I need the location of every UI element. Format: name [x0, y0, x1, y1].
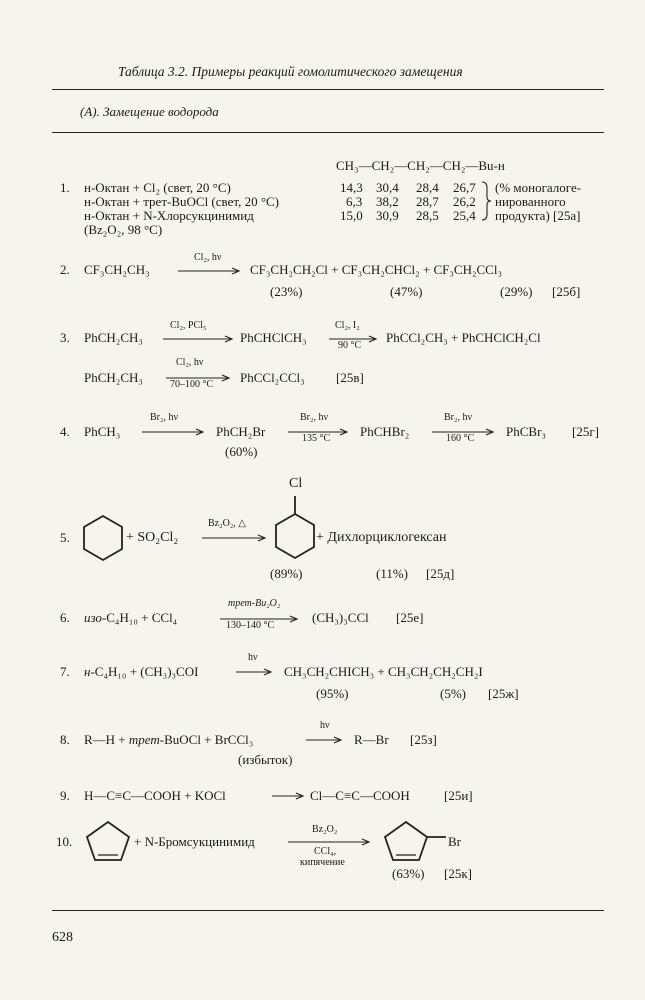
r7-products: CH₃CH₂CHICH₃ + CH₃CH₂CH₂CH₂I — [284, 664, 483, 679]
r7-arrow-top: hν — [248, 652, 258, 663]
r1-value: 28,5 — [416, 208, 439, 223]
bromocyclopentene-ring-icon — [382, 820, 450, 862]
bottom-rule — [52, 910, 604, 911]
arrow-icon — [142, 428, 206, 436]
r10-ref: [25к] — [444, 866, 472, 881]
r2-reactant: CF₃CH₂CH₃ — [84, 262, 150, 277]
r5-ref: [25д] — [426, 566, 455, 581]
r7-yield: (95%) — [316, 686, 349, 701]
r1-value: 14,3 — [340, 180, 363, 195]
r2-yield: (29%) — [500, 284, 533, 299]
top-rule — [52, 89, 604, 90]
r10-number: 10. — [56, 834, 73, 849]
r1-line-4: (Bz₂O₂, 98 °C) — [84, 222, 163, 237]
section-a-heading: (А). Замещение водорода — [80, 104, 219, 119]
r1-line-3: н-Октан + N-Хлорсукцинимид — [84, 208, 254, 223]
r1-value: 28,4 — [416, 180, 439, 195]
r9-product: Cl—C≡C—COOH — [310, 788, 410, 803]
r6-arrow-bottom: 130–140 °C — [226, 620, 275, 631]
r1-note-line: продукта) [25а] — [495, 208, 581, 223]
r8-reactant-2: -BuOCl + BrCCl₃ — [159, 732, 254, 747]
r5-plus-product: + Дихлорциклогексан — [316, 530, 447, 545]
r6-prefix: изо — [84, 610, 102, 625]
r3-reactant: PhCH₂CH₃ — [84, 330, 143, 345]
r4-product-3: PhCBr₃ — [506, 424, 546, 439]
r2-products: CF₃CH₂CH₂Cl + CF₃CH₂CHCl₂ + CF₃CH₂CCl₃ — [250, 262, 502, 277]
cyclohexane-ring-icon — [82, 514, 126, 562]
r1-value: 30,4 — [376, 180, 399, 195]
arrow-icon — [163, 335, 235, 343]
r5-arrow-top: Bz₂O₂, △ — [208, 518, 246, 529]
r7-ref: [25ж] — [488, 686, 519, 701]
r1-value: 15,0 — [340, 208, 363, 223]
r1-number: 1. — [60, 180, 70, 195]
r1-value: 26,2 — [453, 194, 476, 209]
r6-number: 6. — [60, 610, 70, 625]
arrow-icon — [306, 736, 344, 744]
r2-number: 2. — [60, 262, 70, 277]
r1-value: 6,3 — [346, 194, 363, 209]
r7-number: 7. — [60, 664, 70, 679]
r8-number: 8. — [60, 732, 70, 747]
r3-ref: [25в] — [336, 370, 364, 385]
r7-yield: (5%) — [440, 686, 466, 701]
r4-reactant: PhCH₃ — [84, 424, 121, 439]
r2-yield: (23%) — [270, 284, 303, 299]
r8-product: R—Br — [354, 732, 389, 747]
r7-prefix: н — [84, 664, 91, 679]
r2-ref: [25б] — [552, 284, 581, 299]
r3-arrow2-top: Cl₂, I₂ — [335, 320, 360, 331]
r3-arrow3-top: Cl₂, hν — [176, 357, 204, 368]
r4-arrow3-top: Br₂, hν — [444, 412, 473, 423]
r6-reactants — [84, 610, 177, 626]
r1-line-1: н-Октан + Cl₂ (свет, 20 °C) — [84, 180, 231, 195]
arrow-icon — [202, 534, 268, 542]
r5-cl-label: Cl — [289, 476, 303, 491]
r6-product: (CH₃)₃CCl — [312, 610, 369, 625]
r3-number: 3. — [60, 330, 70, 345]
r1-note-line: нированного — [495, 194, 566, 209]
r10-arrow-bottom-2: кипячение — [300, 857, 345, 868]
r1-brace — [480, 180, 494, 224]
arrow-icon — [236, 668, 274, 676]
r1-value: 26,7 — [453, 180, 476, 195]
r8-arrow-top: hν — [320, 720, 330, 731]
r1-value: 28,7 — [416, 194, 439, 209]
r1-value: 38,2 — [376, 194, 399, 209]
r4-arrow1-top: Br₂, hν — [150, 412, 179, 423]
r10-arrow-top: Bz₂O₂ — [312, 824, 338, 835]
arrow-icon — [178, 267, 242, 275]
r1-value: 30,9 — [376, 208, 399, 223]
r4-arrow2-bottom: 135 °C — [302, 433, 331, 444]
r3-product-2: PhCCl₂CCl₃ — [240, 370, 305, 385]
r1-line-2: н-Октан + трет-BuOCl (свет, 20 °C) — [84, 194, 280, 209]
arrow-icon — [288, 838, 372, 846]
r5-yield: (89%) — [270, 566, 303, 581]
r1-note-line: (% моногалоге- — [495, 180, 582, 195]
r2-yield: (47%) — [390, 284, 423, 299]
r4-arrow2-top: Br₂, hν — [300, 412, 329, 423]
r4-arrow3-bottom: 160 °C — [446, 433, 475, 444]
r4-yield: (60%) — [225, 444, 258, 459]
r10-plus-reagent: + N-Бромсукцинимид — [134, 834, 255, 849]
r3-arrow1-top: Cl₂, PCl₅ — [170, 320, 207, 331]
r7-reactants — [84, 664, 198, 680]
r4-product-2: PhCHBr₂ — [360, 424, 410, 439]
r1-value: 25,4 — [453, 208, 476, 223]
section-rule — [52, 132, 604, 133]
r1-header-chain: CH₃—CH₂—CH₂—CH₂—Bu-н — [336, 158, 505, 173]
cyclopentene-ring-icon — [84, 820, 132, 862]
r3-reactant-2: PhCH₂CH₃ — [84, 370, 143, 385]
table-title: Таблица 3.2. Примеры реакций гомолитического замещения — [118, 64, 463, 79]
r6-reactant-text: -C₄H₁₀ + CCl₄ — [101, 610, 178, 625]
r10-yield: (63%) — [392, 866, 425, 881]
r3-arrow2-bottom: 90 °C — [338, 340, 362, 351]
r8-reactant-1: R—H + — [84, 732, 129, 747]
r5-yield: (11%) — [376, 566, 409, 581]
r6-arrow-top: трет-Bu₂O₂ — [228, 598, 281, 609]
r2-arrow-top: Cl₂, hν — [194, 252, 222, 263]
r4-number: 4. — [60, 424, 70, 439]
r10-br-label: Br — [448, 834, 461, 849]
r5-number: 5. — [60, 530, 70, 545]
r8-excess-note: (избыток) — [238, 752, 293, 767]
r8-prefix: трет — [128, 732, 160, 747]
r8-ref: [25з] — [410, 732, 437, 747]
r9-ref: [25и] — [444, 788, 473, 803]
r6-ref: [25е] — [396, 610, 424, 625]
r4-product-1: PhCH₂Br — [216, 424, 266, 439]
r9-number: 9. — [60, 788, 70, 803]
r5-plus-reagent: + SO₂Cl₂ — [126, 530, 179, 545]
r8-reactants — [84, 732, 253, 748]
chlorocyclohexane-ring-icon — [274, 494, 318, 562]
r3-intermediate: PhCHClCH₃ — [240, 330, 307, 345]
r4-ref: [25г] — [572, 424, 599, 439]
r7-reactant-text: -C₄H₁₀ + (CH₃)₃COI — [90, 664, 199, 679]
page-number: 628 — [52, 930, 73, 945]
arrow-icon — [272, 792, 306, 800]
r10-arrow-bottom-1: CCl₄, — [314, 846, 337, 857]
r9-reactants: H—C≡C—COOH + KOCl — [84, 788, 226, 803]
r3-products: PhCCl₂CH₃ + PhCHClCH₂Cl — [386, 330, 541, 345]
r3-arrow3-bottom: 70–100 °C — [170, 379, 214, 390]
